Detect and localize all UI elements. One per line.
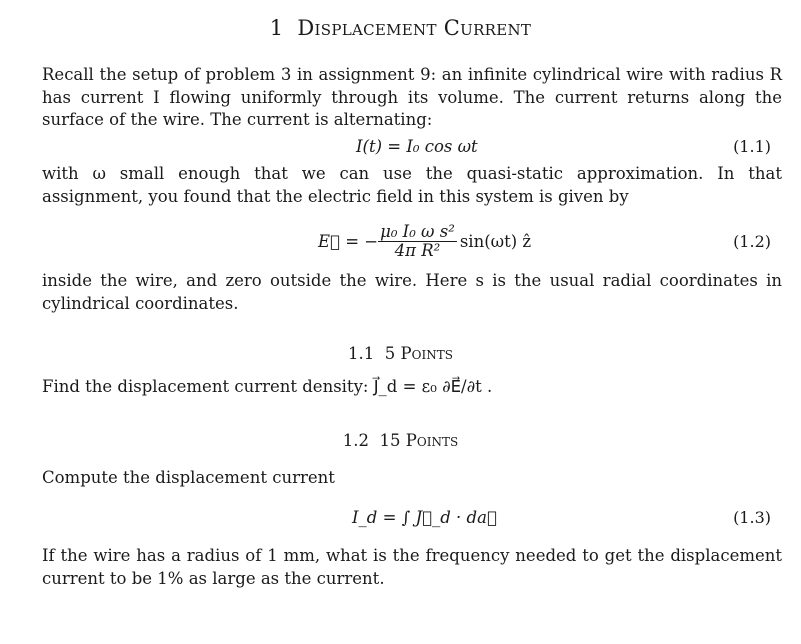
equation-1-1-body: I(t) = I₀ cos ωt (356, 137, 478, 156)
subsection-1-2-number: 1.2 (342, 431, 370, 450)
subsection-1-2-prompt-1-text: Compute the displacement current (42, 468, 335, 487)
intro-paragraph-1-text: Recall the setup of problem 3 in assignment 9: an infinite cylindrical wire with radius R has current I flowing uniformly through its volume. The current returns along the surface of the wire. The current is alternating: (42, 65, 782, 129)
subsection-1-2-prompt-1 (42, 467, 782, 490)
intro-paragraph-2 (42, 163, 782, 208)
subsection-1-2-heading (0, 431, 801, 450)
equation-1-3-body: I_d = ∫ J⃗_d · da⃗ (352, 508, 497, 527)
subsection-1-1-number: 1.1 (348, 344, 375, 363)
section-number: 1 (269, 16, 284, 40)
equation-1-2-numerator: μ₀ I₀ ω s² (380, 221, 455, 241)
subsection-1-1-prompt (42, 376, 782, 399)
intro-paragraph-3 (42, 270, 782, 315)
equation-1-2-number: (1.2) (733, 232, 771, 251)
equation-1-2-denominator: 4π R² (394, 240, 441, 260)
equation-1-3-number: (1.3) (733, 508, 771, 527)
subsection-1-1-points: 5 Points (384, 344, 453, 363)
subsection-1-2-prompt-2-text: If the wire has a radius of 1 mm, what is the frequency needed to get the displacement current to be 1% as large as the current. (42, 546, 782, 588)
subsection-1-1-prompt-text: Find the displacement current density: J⃗_d = ε₀ ∂E⃗/∂t . (42, 377, 493, 396)
intro-paragraph-2-text: with ω small enough that we can use the quasi-static approximation. In that assignment, you found that the electric field in this system is given by (42, 164, 782, 206)
subsection-1-1-heading (0, 344, 801, 363)
equation-1-2-body (318, 216, 531, 266)
subsection-1-2-points: 15 Points (379, 431, 459, 450)
subsection-1-2-prompt-2 (42, 545, 782, 590)
equation-1-2-lhs: E⃗ = − (318, 231, 379, 251)
equation-1-2 (0, 216, 801, 266)
section-title: Displacement Current (297, 16, 532, 40)
intro-paragraph-3-text: inside the wire, and zero outside the wire. Here s is the usual radial coordinates in cylindrical coordinates. (42, 271, 782, 313)
intro-paragraph-1 (42, 64, 782, 132)
equation-1-2-rhs: sin(ωt) ẑ (459, 231, 532, 251)
equation-1-2-fraction (378, 223, 457, 260)
section-heading (0, 16, 801, 40)
equation-1-1-number: (1.1) (733, 137, 771, 156)
